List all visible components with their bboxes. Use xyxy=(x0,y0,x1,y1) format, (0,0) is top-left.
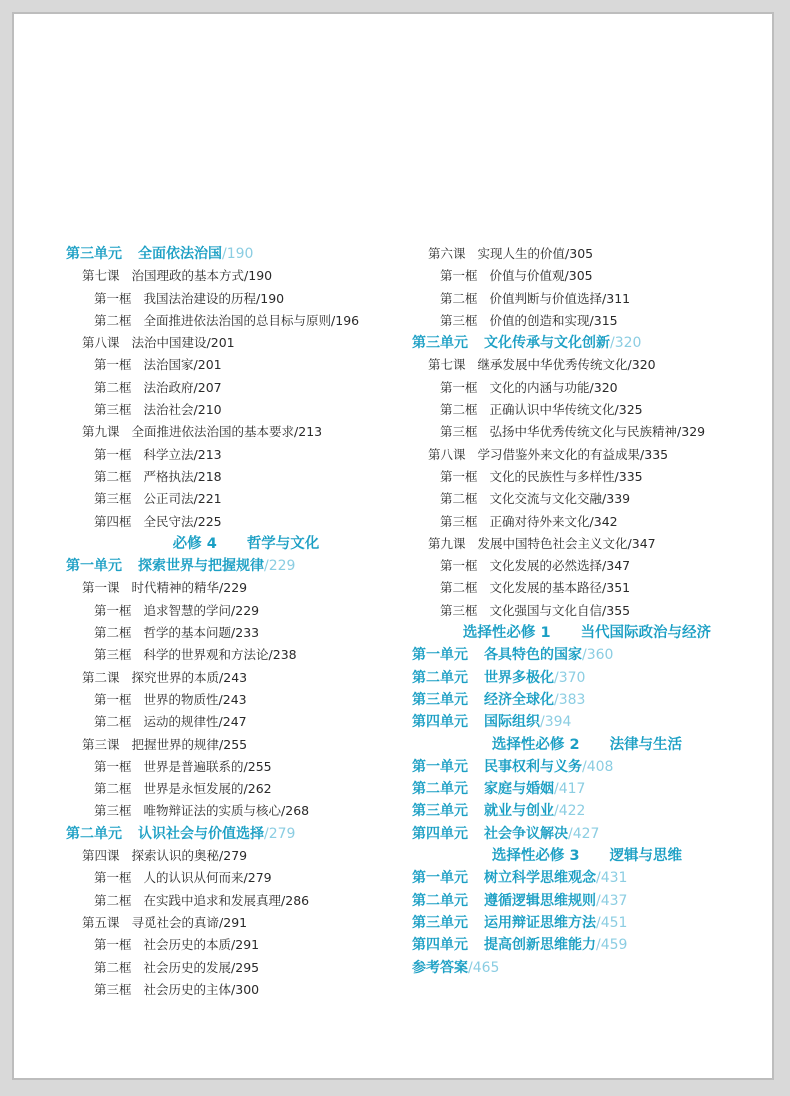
toc-entry-number: 第四课 xyxy=(82,848,120,864)
toc-entry-title: 树立科学思维观念 xyxy=(484,870,596,887)
toc-entry-title: 寻觅社会的真谛 xyxy=(131,914,220,930)
toc-entry-title: 我国法治建设的历程 xyxy=(143,290,257,306)
toc-entry-page-number: /190 xyxy=(256,290,285,306)
toc-entry-title: 社会历史的主体 xyxy=(143,981,232,997)
toc-entry-page-number: /320 xyxy=(610,335,642,352)
toc-entry-page-number: /262 xyxy=(243,781,272,797)
toc-entry-kuang[interactable] xyxy=(66,511,406,533)
toc-entry-title: 世界是永恒发展的 xyxy=(143,781,244,797)
toc-entry-kuang[interactable] xyxy=(412,288,762,310)
toc-entry-kuang[interactable] xyxy=(66,689,406,711)
toc-entry-unit[interactable] xyxy=(66,823,406,845)
toc-entry-page-number: /370 xyxy=(554,669,586,686)
toc-entry-number: 第三单元 xyxy=(412,691,468,708)
toc-entry-title: 全面推进依法治国的总目标与原则 xyxy=(143,312,332,328)
toc-entry-number: 第一框 xyxy=(440,558,478,574)
toc-entry-ke[interactable] xyxy=(66,912,406,934)
toc-entry-title: 世界多极化 xyxy=(484,669,554,686)
toc-entry-number: 第二框 xyxy=(94,781,132,797)
toc-entry-page-number: /394 xyxy=(540,714,572,731)
toc-entry-kuang[interactable] xyxy=(66,644,406,666)
toc-entry-number: 第四框 xyxy=(94,513,132,529)
toc-entry-title: 运用辩证思维方法 xyxy=(484,914,596,931)
toc-entry-unit[interactable] xyxy=(412,711,762,733)
toc-entry-kuang[interactable] xyxy=(66,466,406,488)
toc-entry-kuang[interactable] xyxy=(66,488,406,510)
toc-entry-unit[interactable] xyxy=(412,890,762,912)
toc-entry-number: 第三框 xyxy=(440,602,478,618)
toc-entry-kuang[interactable] xyxy=(66,711,406,733)
toc-entry-page-number: /221 xyxy=(193,491,222,507)
toc-entry-number: 第三框 xyxy=(440,424,478,440)
toc-entry-title: 实现人生的价值 xyxy=(477,246,566,261)
toc-entry-number: 第三单元 xyxy=(66,246,122,262)
toc-entry-number: 第三课 xyxy=(82,736,120,752)
toc-entry-number: 第四单元 xyxy=(412,825,468,842)
toc-entry-page-number: /196 xyxy=(331,312,360,328)
toc-entry-number: 第二单元 xyxy=(412,892,468,909)
toc-entry-page-number: /315 xyxy=(589,312,618,328)
toc-entry-number: 第八课 xyxy=(428,446,466,462)
toc-entry-number: 第一单元 xyxy=(66,558,122,575)
toc-entry-page-number: /201 xyxy=(206,335,235,351)
toc-entry-kuang[interactable] xyxy=(412,511,762,533)
toc-entry-unit[interactable] xyxy=(66,243,406,265)
toc-entry-ke[interactable] xyxy=(66,421,406,443)
toc-entry-title: 运动的规律性 xyxy=(143,714,219,730)
toc-entry-title: 唯物辩证法的实质与核心 xyxy=(143,803,282,819)
toc-entry-page-number: /320 xyxy=(627,357,656,373)
toc-entry-page-number: /305 xyxy=(565,246,594,261)
toc-entry-title: 探究世界的本质 xyxy=(131,669,220,685)
toc-entry-page-number: /335 xyxy=(640,446,669,462)
toc-entry-title: 国际组织 xyxy=(484,714,540,731)
toc-entry-page-number: /279 xyxy=(219,848,248,864)
toc-entry-number: 第一框 xyxy=(440,268,478,284)
toc-entry-ke[interactable] xyxy=(66,265,406,287)
toc-entry-title: 提高创新思维能力 xyxy=(484,937,596,954)
toc-entry-title: 公正司法 xyxy=(143,491,194,507)
toc-entry-page-number: /295 xyxy=(231,959,260,975)
toc-entry-kuang[interactable] xyxy=(66,288,406,310)
toc-entry-title: 法治国家 xyxy=(143,357,194,373)
toc-entry-number: 第二单元 xyxy=(66,825,122,842)
toc-entry-ke[interactable] xyxy=(66,332,406,354)
toc-entry-number: 第三框 xyxy=(94,803,132,819)
toc-entry-number: 第一框 xyxy=(94,691,132,707)
toc-entry-number: 第三框 xyxy=(94,981,132,997)
toc-entry-number: 选择性必修 2 xyxy=(491,736,580,753)
toc-entry-number: 第三框 xyxy=(94,402,132,418)
toc-entry-page-number: /417 xyxy=(554,781,586,798)
toc-entry-number: 第六课 xyxy=(428,246,466,261)
toc-entry-title: 哲学与文化 xyxy=(246,535,320,552)
toc-entry-page-number: /201 xyxy=(193,357,222,373)
toc-entry-kuang[interactable] xyxy=(412,466,762,488)
toc-entry-page-number: /329 xyxy=(677,424,706,440)
toc-right-column xyxy=(412,243,762,979)
toc-entry-number: 第二框 xyxy=(94,892,132,908)
toc-entry-page-number: /422 xyxy=(554,803,586,820)
toc-entry-unit[interactable] xyxy=(412,332,762,354)
toc-entry-page-number: /233 xyxy=(231,625,260,641)
toc-entry-title: 价值与价值观 xyxy=(489,268,565,284)
toc-entry-page-number: /213 xyxy=(193,446,222,462)
toc-entry-number: 第五课 xyxy=(82,914,120,930)
toc-entry-number: 选择性必修 3 xyxy=(491,848,580,865)
toc-entry-page-number: /255 xyxy=(219,736,248,752)
toc-entry-number: 第一框 xyxy=(440,468,478,484)
toc-entry-title: 家庭与婚姻 xyxy=(484,781,554,798)
toc-entry-title: 学习借鉴外来文化的有益成果 xyxy=(477,446,641,462)
toc-entry-title: 社会争议解决 xyxy=(484,825,568,842)
toc-entry-kuang[interactable] xyxy=(66,399,406,421)
toc-entry-kuang[interactable] xyxy=(66,354,406,376)
toc-entry-title: 文化交流与文化交融 xyxy=(489,491,603,507)
toc-entry-title: 探索世界与把握规律 xyxy=(138,558,264,575)
toc-entry-kuang[interactable] xyxy=(412,265,762,287)
toc-entry-ke[interactable] xyxy=(412,354,762,376)
toc-entry-title: 文化传承与文化创新 xyxy=(484,335,610,352)
toc-entry-title: 探索认识的奥秘 xyxy=(131,848,220,864)
toc-entry-title: 法治中国建设 xyxy=(131,335,207,351)
toc-entry-title: 在实践中追求和发展真理 xyxy=(143,892,282,908)
toc-entry-title: 经济全球化 xyxy=(484,691,554,708)
toc-entry-number: 第一框 xyxy=(94,446,132,462)
toc-entry-title: 哲学的基本问题 xyxy=(143,625,232,641)
toc-entry-kuang[interactable] xyxy=(412,399,762,421)
toc-entry-title: 文化发展的基本路径 xyxy=(489,580,603,596)
toc-entry-unit[interactable] xyxy=(412,689,762,711)
toc-entry-kuang[interactable] xyxy=(66,756,406,778)
toc-entry-ke[interactable] xyxy=(412,533,762,555)
toc-entry-number: 第二框 xyxy=(440,580,478,596)
toc-entry-title: 追求智慧的学问 xyxy=(143,602,232,618)
toc-entry-unit[interactable] xyxy=(412,934,762,956)
toc-entry-page-number: /408 xyxy=(582,758,614,775)
toc-entry-page-number: /355 xyxy=(602,602,631,618)
toc-entry-number: 第三框 xyxy=(94,647,132,663)
toc-entry-title: 发展中国特色社会主义文化 xyxy=(477,535,628,551)
toc-entry-number: 第一单元 xyxy=(412,758,468,775)
toc-entry-page-number: /342 xyxy=(589,513,618,529)
toc-entry-title: 正确对待外来文化 xyxy=(489,513,590,529)
toc-entry-unit[interactable] xyxy=(412,778,762,800)
toc-entry-number: 第七课 xyxy=(82,268,120,284)
toc-entry-unit[interactable] xyxy=(412,756,762,778)
toc-entry-number: 第一单元 xyxy=(412,647,468,664)
toc-entry-page-number: /451 xyxy=(596,914,628,931)
toc-entry-kuang[interactable] xyxy=(66,310,406,332)
toc-entry-number: 第一框 xyxy=(94,357,132,373)
toc-entry-kuang[interactable] xyxy=(66,867,406,889)
toc-entry-title: 法治政府 xyxy=(143,379,194,395)
toc-entry-number: 第三单元 xyxy=(412,914,468,931)
toc-entry-page-number: /320 xyxy=(589,379,618,395)
toc-entry-number: 第二框 xyxy=(440,491,478,507)
toc-entry-number: 第八课 xyxy=(82,335,120,351)
toc-entry-kuang[interactable] xyxy=(412,555,762,577)
toc-entry-number: 第二框 xyxy=(440,402,478,418)
toc-entry-unit[interactable] xyxy=(412,644,762,666)
toc-entry-title: 世界的物质性 xyxy=(143,691,219,707)
toc-entry-page-number: /459 xyxy=(596,937,628,954)
toc-entry-page-number: /427 xyxy=(568,825,600,842)
toc-entry-title: 严格执法 xyxy=(143,468,194,484)
toc-entry-number: 第四单元 xyxy=(412,714,468,731)
toc-entry-number: 第九课 xyxy=(428,535,466,551)
toc-entry-kuang[interactable] xyxy=(66,444,406,466)
toc-entry-number: 第三单元 xyxy=(412,803,468,820)
toc-entry-title: 价值的创造和实现 xyxy=(489,312,590,328)
toc-entry-title: 就业与创业 xyxy=(484,803,554,820)
toc-entry-page-number: /279 xyxy=(243,870,272,886)
toc-entry-kuang[interactable] xyxy=(66,600,406,622)
toc-entry-title: 逻辑与思维 xyxy=(609,848,683,865)
toc-entry-page-number: /339 xyxy=(602,491,631,507)
toc-entry-page-number: /335 xyxy=(614,468,643,484)
toc-entry-number: 第三单元 xyxy=(412,335,468,352)
toc-entry-page-number: /351 xyxy=(602,580,631,596)
toc-entry-book[interactable] xyxy=(66,533,406,555)
toc-entry-page-number: /218 xyxy=(193,468,222,484)
toc-entry-unit[interactable] xyxy=(66,555,406,577)
toc-left-column xyxy=(66,243,406,1001)
toc-entry-title: 正确认识中华传统文化 xyxy=(489,402,615,418)
toc-entry-page-number: /190 xyxy=(222,246,254,262)
toc-entry-page-number: /286 xyxy=(281,892,310,908)
toc-entry-number: 第二框 xyxy=(94,625,132,641)
toc-entry-unit[interactable] xyxy=(412,800,762,822)
toc-entry-number: 第三框 xyxy=(440,312,478,328)
toc-entry-number: 第二框 xyxy=(440,290,478,306)
toc-entry-page-number: /225 xyxy=(193,513,222,529)
toc-entry-kuang[interactable] xyxy=(66,622,406,644)
toc-entry-title: 文化强国与文化自信 xyxy=(489,602,603,618)
toc-entry-number: 第一框 xyxy=(440,379,478,395)
toc-entry-number: 第一框 xyxy=(94,870,132,886)
toc-entry-title: 文化发展的必然选择 xyxy=(489,558,603,574)
toc-entry-ke[interactable] xyxy=(66,734,406,756)
toc-entry-title: 法律与生活 xyxy=(609,736,683,753)
toc-entry-number: 第三框 xyxy=(94,491,132,507)
toc-entry-page-number: /347 xyxy=(602,558,631,574)
toc-entry-ke[interactable] xyxy=(412,444,762,466)
toc-entry-page-number: /279 xyxy=(264,825,296,842)
toc-entry-title: 全面推进依法治国的基本要求 xyxy=(131,424,295,440)
toc-entry-page-number: /465 xyxy=(468,959,500,976)
toc-entry-title: 文化的民族性与多样性 xyxy=(489,468,615,484)
toc-entry-page-number: /291 xyxy=(219,914,248,930)
toc-entry-title: 把握世界的规律 xyxy=(131,736,220,752)
toc-entry-title: 时代精神的精华 xyxy=(131,580,220,596)
toc-entry-number: 第二课 xyxy=(82,669,120,685)
toc-entry-title: 科学的世界观和方法论 xyxy=(143,647,269,663)
toc-entry-title: 治国理政的基本方式 xyxy=(131,268,245,284)
toc-entry-unit[interactable] xyxy=(412,867,762,889)
toc-entry-number: 第七课 xyxy=(428,357,466,373)
toc-entry-title: 全民守法 xyxy=(143,513,194,529)
toc-entry-page-number: /238 xyxy=(268,647,297,663)
toc-entry-number: 第二框 xyxy=(94,959,132,975)
toc-entry-book[interactable] xyxy=(412,622,762,644)
toc-entry-title: 世界是普遍联系的 xyxy=(143,758,244,774)
toc-entry-kuang[interactable] xyxy=(412,421,762,443)
toc-entry-number: 第一框 xyxy=(94,758,132,774)
toc-entry-page-number: /311 xyxy=(602,290,631,306)
toc-entry-page-number: /247 xyxy=(218,714,247,730)
toc-entry-page-number: /291 xyxy=(231,937,260,953)
toc-entry-number: 选择性必修 1 xyxy=(462,625,551,642)
toc-entry-ke[interactable] xyxy=(412,243,762,265)
toc-entry-number: 第一框 xyxy=(94,602,132,618)
toc-entry-title: 认识社会与价值选择 xyxy=(138,825,264,842)
toc-entry-title: 民事权利与义务 xyxy=(484,758,582,775)
toc-entry-kuang[interactable] xyxy=(66,778,406,800)
toc-entry-unit[interactable] xyxy=(412,957,762,979)
toc-entry-title: 社会历史的本质 xyxy=(143,937,232,953)
toc-entry-title: 社会历史的发展 xyxy=(143,959,232,975)
toc-entry-kuang[interactable] xyxy=(66,377,406,399)
toc-entry-page-number: /213 xyxy=(294,424,323,440)
toc-entry-number: 第一框 xyxy=(94,937,132,953)
toc-entry-kuang[interactable] xyxy=(66,890,406,912)
toc-entry-page-number: /207 xyxy=(193,379,222,395)
toc-entry-kuang[interactable] xyxy=(412,310,762,332)
toc-entry-title: 法治社会 xyxy=(143,402,194,418)
toc-entry-page-number: /305 xyxy=(564,268,593,284)
toc-entry-book[interactable] xyxy=(412,734,762,756)
toc-entry-ke[interactable] xyxy=(66,667,406,689)
toc-entry-number: 第二单元 xyxy=(412,781,468,798)
toc-entry-number: 第一单元 xyxy=(412,870,468,887)
toc-entry-page-number: /210 xyxy=(193,402,222,418)
toc-entry-page-number: /229 xyxy=(219,580,248,596)
toc-entry-number: 第二框 xyxy=(94,379,132,395)
toc-entry-title: 各具特色的国家 xyxy=(484,647,582,664)
toc-entry-title: 继承发展中华优秀传统文化 xyxy=(477,357,628,373)
toc-entry-page-number: /437 xyxy=(596,892,628,909)
toc-entry-title: 科学立法 xyxy=(143,446,194,462)
toc-entry-number: 第二框 xyxy=(94,468,132,484)
toc-entry-page-number: /229 xyxy=(231,602,260,618)
toc-entry-number: 必修 4 xyxy=(172,535,217,552)
toc-entry-kuang[interactable] xyxy=(66,979,406,1001)
toc-entry-title: 全面依法治国 xyxy=(138,246,222,262)
toc-entry-title: 弘扬中华优秀传统文化与民族精神 xyxy=(489,424,678,440)
toc-entry-kuang[interactable] xyxy=(412,600,762,622)
toc-entry-page-number: /243 xyxy=(218,691,247,707)
toc-entry-kuang[interactable] xyxy=(66,934,406,956)
toc-entry-page-number: /268 xyxy=(281,803,310,819)
toc-entry-kuang[interactable] xyxy=(66,957,406,979)
toc-entry-title: 文化的内涵与功能 xyxy=(489,379,590,395)
toc-entry-page-number: /360 xyxy=(582,647,614,664)
toc-entry-page-number: /325 xyxy=(614,402,643,418)
toc-entry-title: 参考答案 xyxy=(412,959,468,976)
toc-entry-page-number: /190 xyxy=(244,268,273,284)
toc-entry-book[interactable] xyxy=(412,845,762,867)
toc-entry-number: 第九课 xyxy=(82,424,120,440)
toc-entry-number: 第四单元 xyxy=(412,937,468,954)
toc-entry-ke[interactable] xyxy=(66,845,406,867)
toc-entry-title: 价值判断与价值选择 xyxy=(489,290,603,306)
toc-entry-unit[interactable] xyxy=(412,912,762,934)
toc-entry-number: 第二单元 xyxy=(412,669,468,686)
toc-entry-number: 第二框 xyxy=(94,312,132,328)
toc-entry-page-number: /347 xyxy=(627,535,656,551)
toc-entry-kuang[interactable] xyxy=(412,577,762,599)
toc-entry-title: 人的认识从何而来 xyxy=(143,870,244,886)
toc-entry-page-number: /383 xyxy=(554,691,586,708)
document-page xyxy=(12,12,774,1080)
toc-entry-title: 当代国际政治与经济 xyxy=(580,625,712,642)
toc-entry-number: 第三框 xyxy=(440,513,478,529)
toc-entry-unit[interactable] xyxy=(412,667,762,689)
toc-entry-unit[interactable] xyxy=(412,823,762,845)
toc-entry-kuang[interactable] xyxy=(412,488,762,510)
toc-entry-number: 第一框 xyxy=(94,290,132,306)
toc-entry-kuang[interactable] xyxy=(66,800,406,822)
toc-entry-page-number: /229 xyxy=(264,558,296,575)
toc-entry-kuang[interactable] xyxy=(412,377,762,399)
toc-entry-ke[interactable] xyxy=(66,577,406,599)
toc-entry-number: 第二框 xyxy=(94,714,132,730)
toc-entry-page-number: /243 xyxy=(219,669,248,685)
toc-entry-page-number: /300 xyxy=(231,981,260,997)
toc-entry-page-number: /255 xyxy=(243,758,272,774)
toc-entry-title: 遵循逻辑思维规则 xyxy=(484,892,596,909)
toc-entry-page-number: /431 xyxy=(596,870,628,887)
toc-entry-number: 第一课 xyxy=(82,580,120,596)
